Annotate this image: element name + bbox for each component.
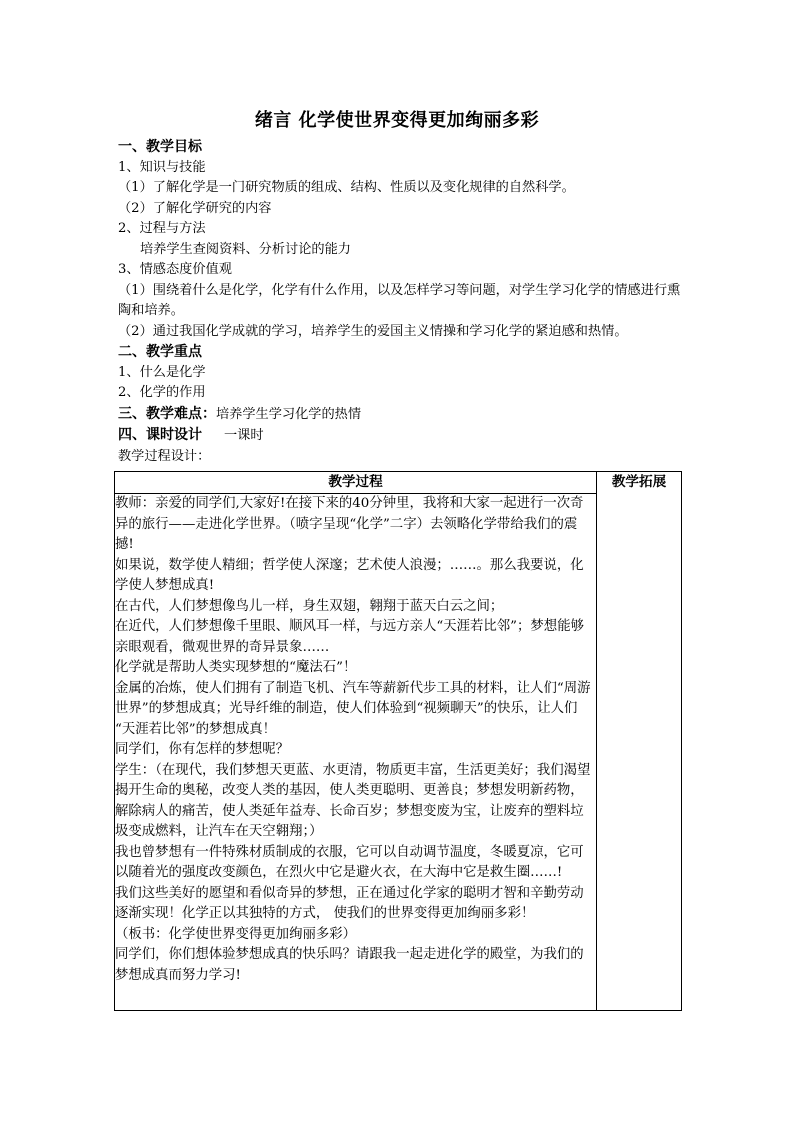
process-paragraph: 学生：（在现代，我们梦想天更蓝、水更清，物质更丰富，生活更美好；我们渴望揭开生命的奥秘，改变人类的基因，使人类更聪明、更善良；梦想发明新药物，解除病人的痛苦，使人类延年益寿、长命百岁；梦想变废为宝，让废弃的塑料垃圾变成燃料，让汽车在天空翱翔；） xyxy=(115,762,591,840)
objectives-block xyxy=(118,137,688,467)
page-title: 绪言 化学使世界变得更加绚丽多彩 xyxy=(254,110,540,131)
teaching-process-table xyxy=(114,471,682,1011)
periods-text: 一课时 xyxy=(224,428,264,443)
table-header-row xyxy=(115,472,682,494)
design-label: 教学过程设计： xyxy=(118,448,211,464)
process-paragraph: （板书：化学使世界变得更加绚丽多彩） xyxy=(115,926,357,942)
process-paragraph: 化学就是帮助人类实现梦想的“魔法石”！ xyxy=(115,660,357,676)
table-body-row xyxy=(115,494,682,1011)
process-paragraph: 金属的冶炼，使人们拥有了制造飞机、汽车等薪新代步工具的材料，让人们“周游世界”的梦想成真；光导纤维的制造，使人们体验到“视频聊天”的快乐，让人们 “天涯若比邻”的梦想成真！ xyxy=(115,680,591,737)
process-paragraph: 我也曾梦想有一件特殊材质制成的衣服，它可以自动调节温度，冬暖夏凉，它可以随着光的强度改变颜色，在烈火中它是避火衣，在大海中它是救生圈……! xyxy=(115,844,584,881)
key-point-item: 2、化学的作用 xyxy=(118,385,206,400)
objective-item: （2）了解化学研究的内容 xyxy=(118,200,272,216)
sub-heading-attitude: 3、情感态度价值观 xyxy=(118,262,232,277)
periods-line xyxy=(118,425,688,447)
section-heading-difficulty: 三、教学难点： xyxy=(118,405,216,422)
objective-item: 培养学生查阅资料、分析讨论的能力 xyxy=(140,241,351,257)
process-paragraph: 同学们，你有怎样的梦想呢？ xyxy=(115,742,290,758)
objective-item: （1）了解化学是一门研究物质的组成、结构、性质以及变化规律的自然科学。 xyxy=(118,180,575,195)
process-paragraph: 在近代，人们梦想像千里眼、顺风耳一样，与远方亲人“天涯若比邻”；梦想能够亲眼观看，微观世界的奇异景象…… xyxy=(115,619,584,655)
header-teaching-process: 教学过程 xyxy=(115,472,597,494)
sub-heading-process: 2、过程与方法 xyxy=(118,221,206,236)
process-paragraph: 我们这些美好的愿望和看似奇异的梦想，正在通过化学家的聪明才智和辛勤劳动逐渐实现！化学正以其独特的方式， 使我们的世界变得更加绚丽多彩！ xyxy=(115,885,584,922)
header-teaching-extension: 教学拓展 xyxy=(597,472,682,1011)
process-paragraph: 在古代，人们梦想像鸟儿一样，身生双翅，翱翔于蓝天白云之间； xyxy=(115,598,504,614)
objective-item: （2）通过我国化学成就的学习，培养学生的爱国主义情操和学习化学的紧迫感和热情。 xyxy=(118,323,628,339)
objective-item: （1）围绕着什么是化学，化学有什么作用，以及怎样学习等问题，对学生学习化学的情感进行熏陶和培养。 xyxy=(118,282,681,318)
difficulty-line xyxy=(118,404,688,426)
process-paragraph: 同学们，你们想体验梦想成真的快乐吗？请跟我一起走进化学的殿堂，为我们的梦想成真而努力学习! xyxy=(115,947,584,983)
process-content-cell xyxy=(115,494,597,1011)
process-paragraph: 如果说，数学使人精细；哲学使人深邃；艺术使人浪漫；……。那么我要说，化学使人梦想成真! xyxy=(115,557,584,594)
section-heading-periods: 四、课时设计 xyxy=(118,427,202,443)
key-point-item: 1、什么是化学 xyxy=(118,364,206,380)
difficulty-text: 培养学生学习化学的热情 xyxy=(216,406,362,422)
process-paragraph: 教师：亲爱的同学们,大家好!在接下来的40分钟里，我将和大家一起进行一次奇异的旅行——走进化学世界。（喷字呈现“化学”二字）去领略化学带给我们的震撼! xyxy=(115,496,584,553)
section-heading-objectives: 一、教学目标 xyxy=(118,139,202,155)
section-heading-key-points: 二、教学重点 xyxy=(118,344,202,360)
sub-heading-knowledge: 1、知识与技能 xyxy=(118,159,206,175)
